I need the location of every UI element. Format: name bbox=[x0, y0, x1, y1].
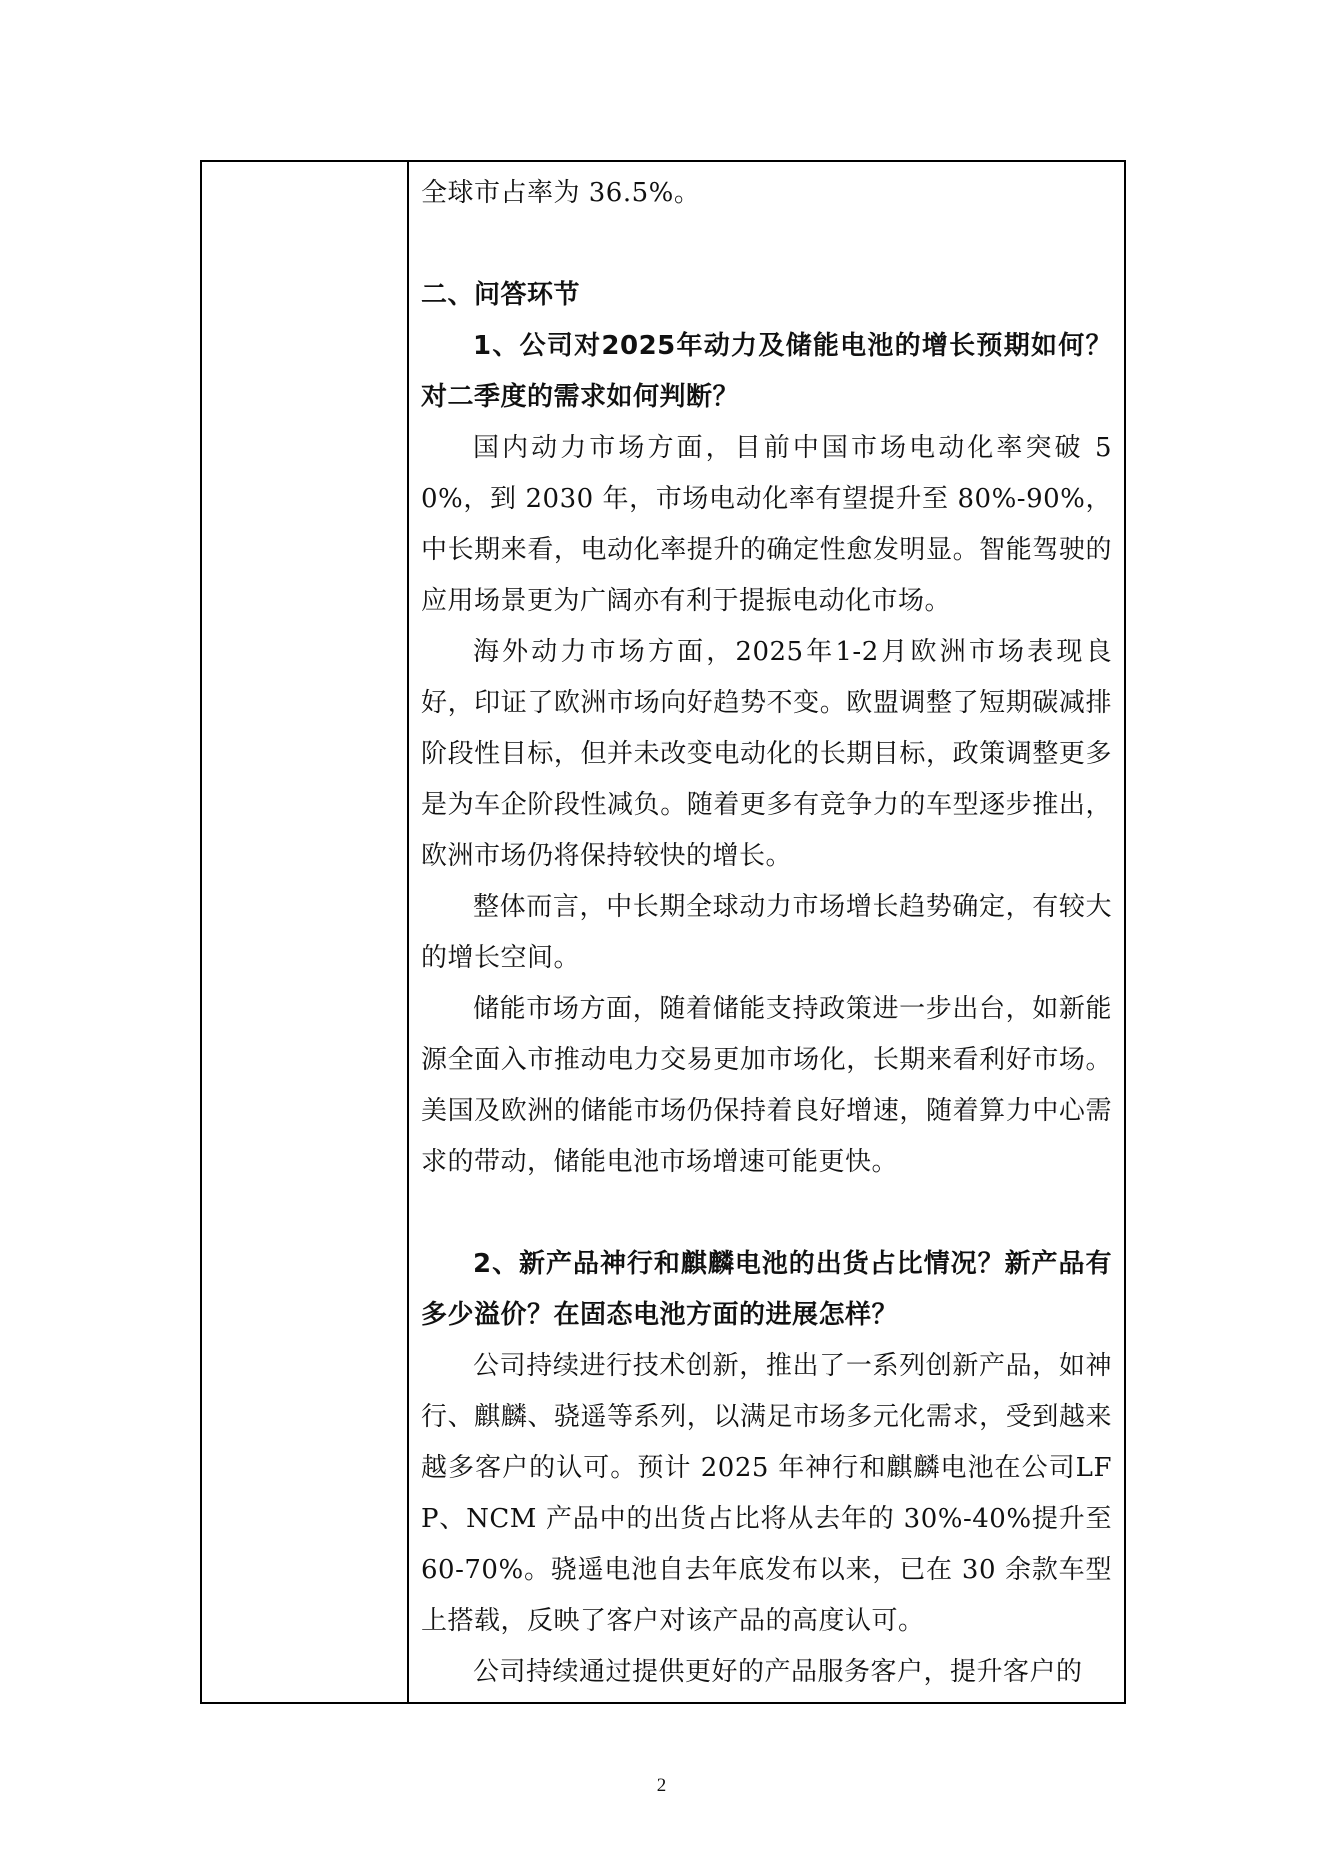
table-content-column bbox=[409, 162, 1124, 1702]
question-1: 1、公司对2025年动力及储能电池的增长预期如何？对二季度的需求如何判断？ bbox=[421, 331, 1112, 412]
document-table bbox=[200, 160, 1126, 1704]
paragraph-market-share: 全球市占率为 36.5%。 bbox=[421, 178, 701, 208]
page-number: 2 bbox=[656, 1775, 667, 1796]
table-left-column bbox=[202, 162, 409, 1702]
section-heading-qa: 二、问答环节 bbox=[421, 280, 581, 310]
answer-1-overall: 整体而言，中长期全球动力市场增长趋势确定，有较大的增长空间。 bbox=[421, 892, 1112, 973]
answer-1-domestic: 国内动力市场方面，目前中国市场电动化率突破 50%，到 2030 年，市场电动化率有望提升至 80%-90%，中长期来看，电动化率提升的确定性愈发明显。智能驾驶的应用场景更为广阔亦有利于提振电动化市场。 bbox=[421, 433, 1112, 616]
answer-2-continued: 公司持续通过提供更好的产品服务客户，提升客户的 bbox=[473, 1657, 1083, 1687]
question-2: 2、新产品神行和麒麟电池的出货占比情况？新产品有多少溢价？在固态电池方面的进展怎样？ bbox=[421, 1249, 1112, 1330]
answer-2-products: 公司持续进行技术创新，推出了一系列创新产品，如神行、麒麟、骁遥等系列，以满足市场多元化需求，受到越来越多客户的认可。预计 2025 年神行和麒麟电池在公司LFP、NCM 产品中的出货占比将从去年的 30%-40%提升至 60-70%。骁遥电池自去年底发布以来，已在 30 余款车型上搭载，反映了客户对该产品的高度认可。 bbox=[421, 1351, 1112, 1636]
answer-1-overseas: 海外动力市场方面，2025年1-2月欧洲市场表现良好，印证了欧洲市场向好趋势不变。欧盟调整了短期碳减排阶段性目标，但并未改变电动化的长期目标，政策调整更多是为车企阶段性减负。随着更多有竞争力的车型逐步推出，欧洲市场仍将保持较快的增长。 bbox=[421, 637, 1112, 871]
blank-line bbox=[421, 219, 1112, 270]
answer-1-storage: 储能市场方面，随着储能支持政策进一步出台，如新能源全面入市推动电力交易更加市场化，长期来看利好市场。美国及欧洲的储能市场仍保持着良好增速，随着算力中心需求的带动，储能电池市场增速可能更快。 bbox=[421, 994, 1112, 1177]
blank-line bbox=[421, 1188, 1112, 1239]
